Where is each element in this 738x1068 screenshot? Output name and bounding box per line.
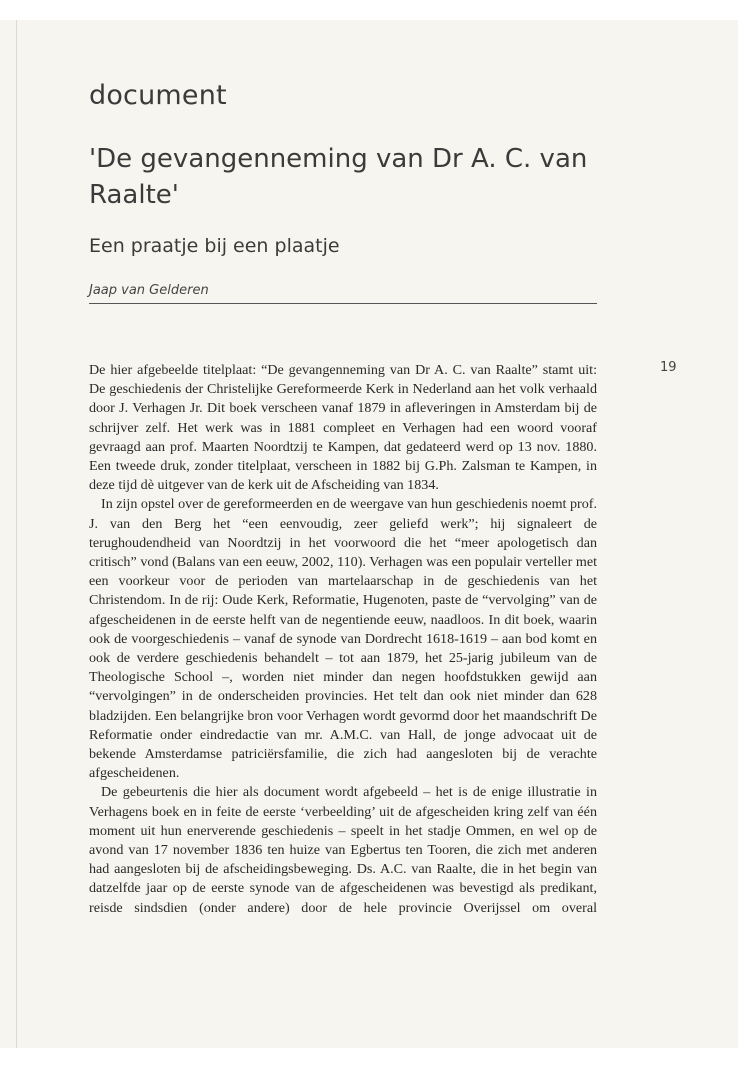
scan-top-margin [0, 0, 738, 20]
page-edge-line [16, 20, 17, 1048]
body-paragraph-1: De hier afgebeelde titelplaat: “De gevangenneming van Dr A. C. van Raalte” stamt uit: De geschiedenis der Christelijke Gereformeerde Kerk in Nederland aan het volk verhaald door J. Verhagen Jr. Dit boek verscheen vanaf 1879 in afleveringen in Amsterdam bij de schrijver zelf. Het werk was in 1881 compleet en Verhagen had een woord vooraf gevraagd aan prof. Maarten Noordtzij te Kampen, dat gedateerd werd op 13 nov. 1880. Een tweede druk, zonder titelplaat, verscheen in 1882 bij G.Ph. Zalsman te Kampen, in deze tijd dè uitgever van de kerk uit de Afscheiding van 1834. [89, 362, 597, 494]
page-number: 19 [660, 360, 677, 375]
author-byline: Jaap van Gelderen [89, 283, 209, 298]
section-label: document [89, 80, 227, 111]
article-body [89, 361, 597, 918]
byline-rule [89, 303, 597, 304]
article-title: 'De gevangenneming van Dr A. C. van Raalte' [89, 144, 588, 210]
scan-bottom-margin [0, 1048, 738, 1068]
body-paragraph-2: In zijn opstel over de gereformeerden en de weergave van hun geschiedenis noemt prof. J. van den Berg het “een eenvoudig, zeer geliefd werk”; hij signaleert de terughoudendheid van Noordtzij in het voorwoord die het “meer apologetisch dan critisch” vond (Balans van een eeuw, 2002, 110). Verhagen was een populair verteller met een voorkeur voor de perioden van martelaarschap in de geschiedenis van het Christendom. In de rij: Oude Kerk, Reformatie, Hugenoten, paste de “vervolging” van de afgescheidenen in de eerste helft van de negentiende eeuw, naadloos. In dit boek, waarin ook de voorgeschiedenis – vanaf de synode van Dordrecht 1618-1619 – aan bod komt en ook de verdere geschiedenis behandelt – tot aan 1879, het 25-jarig jubileum van de Theologische School –, worden niet minder dan negen hoofdstukken gewijd aan “vervolgingen” in de onderscheiden provincies. Het telt dan ook niet minder dan 628 bladzijden. Een belangrijke bron voor Verhagen wordt gevormd door het maandschrift De Reformatie onder eindredactie van mr. A.M.C. van Hall, de jonge advocaat uit de bekende Amsterdamse patriciërsfamilie, die zich had aangesloten bij de verachte afgescheidenen. [89, 496, 597, 782]
body-paragraph-3: De gebeurtenis die hier als document wordt afgebeeld – het is de enige illustratie in Verhagens boek en in feite de eerste ‘verbeelding’ uit de afgescheiden kring zelf van één moment uit hun enerverende geschiedenis – speelt in het stadje Ommen, en wel op de avond van 17 november 1836 ten huize van Egbertus ten Tooren, die zich met anderen had aangesloten bij de afscheidingsbeweging. Ds. A.C. van Raalte, die in het begin van datzelfde jaar op de eerste synode van de afgescheidenen was bevestigd als predikant, reisde sindsdien (onder andere) door de hele provincie Overijssel om overal [89, 784, 597, 916]
article-subtitle: Een praatje bij een plaatje [89, 235, 340, 257]
